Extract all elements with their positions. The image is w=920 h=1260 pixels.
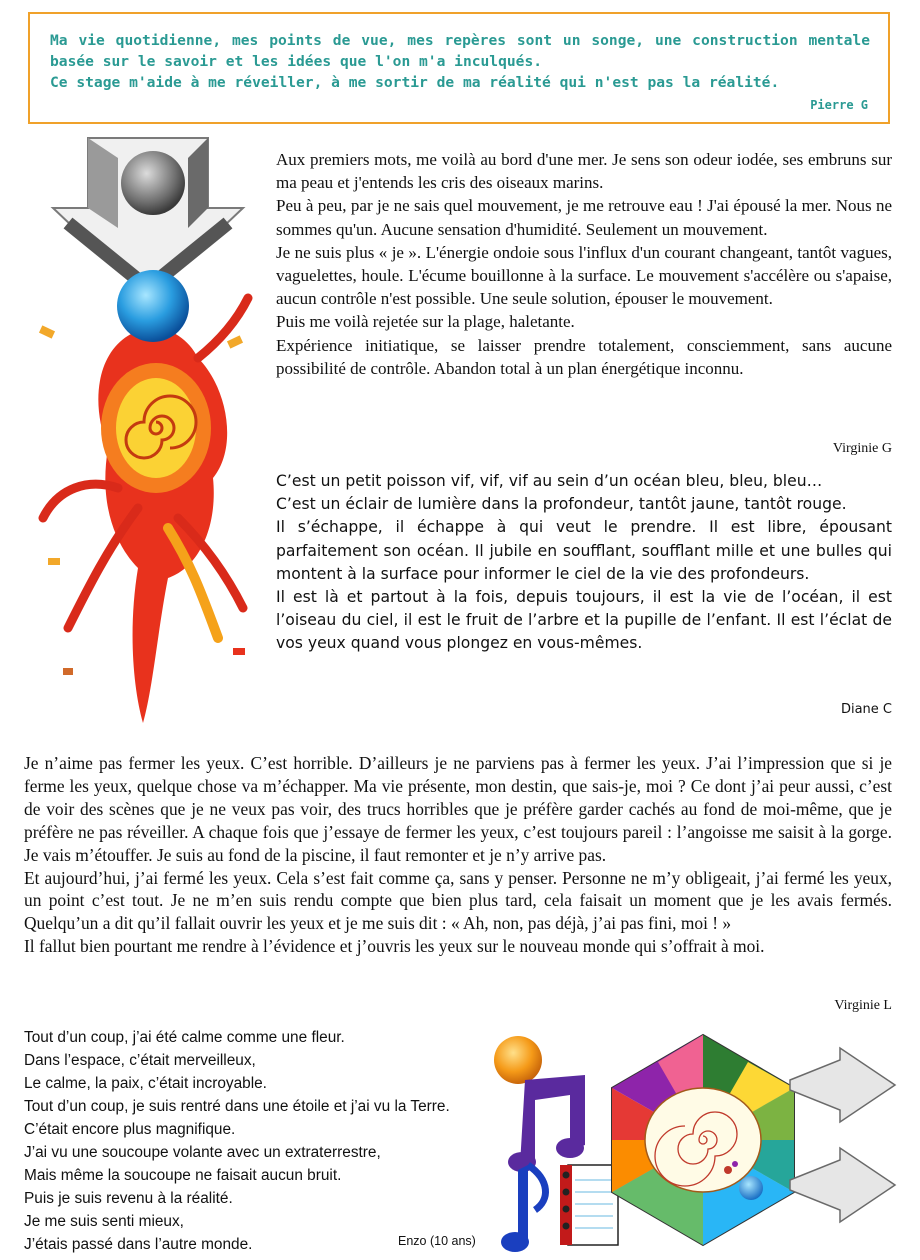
paragraph: Puis me voilà rejetée sur la plage, haletante.	[276, 312, 575, 332]
author-signature: Virginie G	[832, 441, 892, 456]
paragraph: Je ne suis plus « je ». L'énergie ondoie sous l'influx d'un courant changeant, tantôt vagues, vaguelettes, houle. L'écume bouillonne à la surface. Le mouvement s'accélère ou s'apaise, aucun contrôle n'est possible. Une seule solution, épouser le mouvement.	[276, 242, 892, 309]
poem-line: Le calme, la paix, c’était incroyable.	[24, 1075, 267, 1092]
quote-line: Ma vie quotidienne, mes points de vue, mes repères sont un songe, une construction mentale basée sur le savoir et les idées que l'on m'a inculqués.	[50, 32, 870, 70]
poem-line: Puis je suis revenu à la réalité.	[24, 1190, 233, 1207]
author-signature: Virginie L	[834, 998, 892, 1013]
paragraph: Il fallut bien pourtant me rendre à l’évidence et j’ouvris les yeux sur le nouveau monde qui s’offrait à moi.	[24, 936, 765, 957]
paragraph: Et aujourd’hui, j’ai fermé les yeux. Cela s’est fait comme ça, sans y penser. Personne ne m’y obligeait, j’ai fermé les yeux, un point c’est tout. Je ne m’en suis rendu compte que bien plus tard, cela faisait un moment que je les avais fermés. Quelqu’un a dit qu’il fallait ouvrir les yeux et je me suis dit : « Ah, non, pas déjà, j’ai pas fini, moi ! »	[24, 867, 892, 934]
hexagon-music-drawing	[490, 1030, 905, 1255]
paragraph: Expérience initiatique, se laisser prendre totalement, consciemment, sans aucune possibilité de contrôle. Abandon total à un plan énergétique inconnu.	[276, 335, 892, 378]
paragraph: Peu à peu, par je ne sais quel mouvement, je me retrouve eau ! J'ai épousé la mer. Nous ne sommes qu'un. Aucune sensation d'humidité. Seulement un mouvement.	[276, 196, 892, 239]
poem-line: Tout d’un coup, j’ai été calme comme une fleur.	[24, 1029, 345, 1046]
arrow-sphere-flame-drawing	[28, 128, 268, 728]
text-section-sea	[276, 148, 892, 380]
quote-box	[28, 12, 890, 124]
quote-line: Ce stage m'aide à me réveiller, à me sortir de ma réalité qui n'est pas la réalité.	[50, 74, 780, 91]
quote-author: Pierre G	[810, 98, 868, 112]
paragraph: Je n’aime pas fermer les yeux. C’est horrible. D’ailleurs je ne parviens pas à fermer les yeux. J’ai l’impression que si je ferme les yeux, quelque chose va m’échapper. Ma vie présente, mon destin, que sais-je, moi ? Ce dont j’ai peur aussi, c’est de voir des scènes que je ne veux pas voir, des trucs horribles que je préfère garder cachés au fond de moi-même, que je préfère ne pas réveiller. A chaque fois que j’essaye de fermer les yeux, c’est toujours pareil : l’angoisse me saisit à la gorge. Je vais m’étouffer. Je suis au fond de la piscine, il faut remonter et je n’y arrive pas.	[24, 753, 892, 865]
author-signature: Enzo (10 ans)	[398, 1234, 476, 1248]
poem-line: Mais même la soucoupe ne faisait aucun bruit.	[24, 1167, 342, 1184]
poem-line: J’ai vu une soucoupe volante avec un extraterrestre,	[24, 1144, 381, 1161]
paragraph: Il s’échappe, il échappe à qui veut le prendre. Il est libre, épousant parfaitement son océan. Il jubile en soufflant, soufflant mille et une bulles qui montent à la surface pour informer le ciel de la vie des profondeurs.	[276, 518, 892, 583]
poem-line: J’étais passé dans l’autre monde.	[24, 1236, 253, 1253]
poem	[24, 1026, 494, 1256]
poem-line: Je me suis senti mieux,	[24, 1213, 184, 1230]
text-section-eyes	[24, 752, 892, 958]
paragraph: Aux premiers mots, me voilà au bord d'une mer. Je sens son odeur iodée, ses embruns sur ma peau et j'entends les cris des oiseaux marins.	[276, 150, 892, 193]
poem-line: Dans l’espace, c’était merveilleux,	[24, 1052, 256, 1069]
paragraph: C’est un éclair de lumière dans la profondeur, tantôt jaune, tantôt rouge.	[276, 495, 847, 514]
text-section-fish	[276, 470, 892, 656]
paragraph: Il est là et partout à la fois, depuis toujours, il est la vie de l’océan, il est l’oiseau du ciel, il est le fruit de l’arbre et la pupille de l’enfant. Il est l’éclat de vos yeux quand vous plongez en vous-mêmes.	[276, 588, 892, 653]
author-signature: Diane C	[840, 702, 892, 717]
paragraph: C’est un petit poisson vif, vif, vif au sein d’un océan bleu, bleu, bleu…	[276, 472, 823, 490]
poem-line: C’était encore plus magnifique.	[24, 1121, 236, 1138]
quote-text	[50, 30, 870, 93]
poem-line: Tout d’un coup, je suis rentré dans une étoile et j’ai vu la Terre.	[24, 1098, 450, 1115]
